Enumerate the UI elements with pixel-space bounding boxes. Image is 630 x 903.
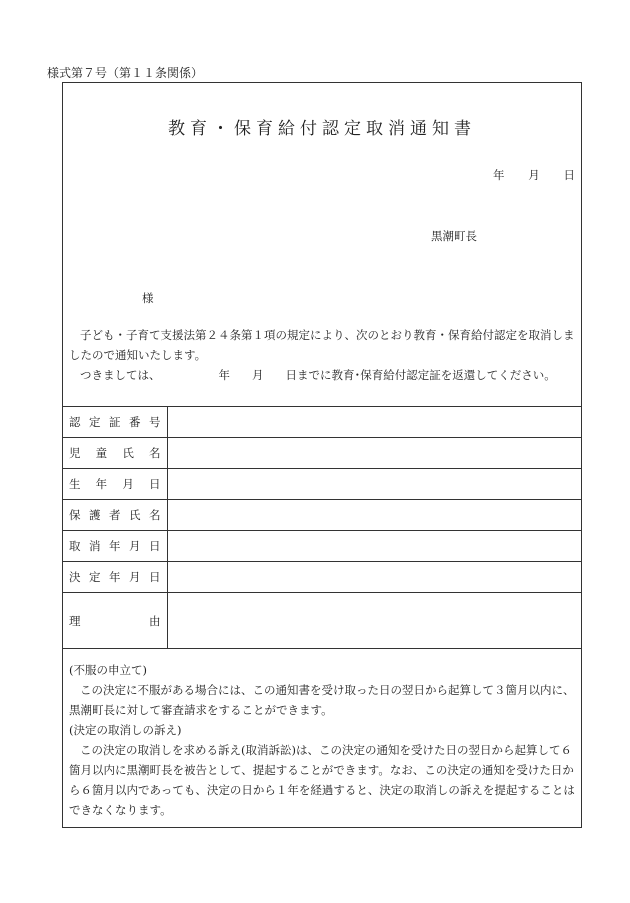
table-row <box>63 531 581 562</box>
row-label <box>63 407 167 438</box>
row-label <box>63 562 167 593</box>
row-label <box>63 469 167 500</box>
label-char: 名 <box>149 508 161 522</box>
row-value <box>167 500 581 531</box>
label-char: 氏 <box>122 446 134 460</box>
return-year-label: 年 <box>218 368 230 382</box>
label-char: 生 <box>69 477 81 491</box>
label-char: 日 <box>148 477 161 491</box>
label-char: 者 <box>109 508 121 522</box>
row-value <box>167 562 581 593</box>
document-frame <box>62 82 582 828</box>
row-value <box>167 531 581 562</box>
label-char: 認 <box>69 415 81 429</box>
label-char: 年 <box>109 539 121 553</box>
return-instruction <box>69 365 575 385</box>
label-char: 号 <box>149 415 161 429</box>
return-suffix: 日までに教育･保育給付認定証を返還してください。 <box>285 368 556 382</box>
details-table <box>63 406 581 649</box>
label-char: 童 <box>95 446 108 460</box>
row-value <box>167 407 581 438</box>
form-number: 様式第７号（第１１条関係） <box>47 66 204 80</box>
label-char: 由 <box>149 613 161 628</box>
lawsuit-text: この決定の取消しを求める訴え(取消訴訟)は、この決定の通知を受けた日の翌日から起算して６箇月以内に黒潮町長を被告として、提起することができます。なお、この決定の通知を受けた日から６箇月以内であっても、決定の日から１年を経過すると、決定の取消しの訴えを提起することはできなくなります。 <box>69 743 575 817</box>
label-char: 護 <box>89 508 101 522</box>
return-prefix: つきましては、 <box>80 368 161 382</box>
document-title: 教育・保育給付認定取消通知書 <box>168 119 476 139</box>
label-char: 月 <box>122 477 134 491</box>
row-label <box>63 438 167 469</box>
label-char: 日 <box>149 570 161 584</box>
table-row <box>63 407 581 438</box>
row-value <box>167 593 581 649</box>
table-row <box>63 438 581 469</box>
label-char: 児 <box>69 446 81 460</box>
label-char: 定 <box>89 415 101 429</box>
reason-row <box>63 593 581 649</box>
objection-heading: (不服の申立て) <box>69 663 147 677</box>
label-char: 消 <box>89 539 101 553</box>
label-char: 理 <box>69 613 81 628</box>
row-value <box>167 438 581 469</box>
return-month-label: 月 <box>252 368 264 382</box>
date-day-label: 日 <box>563 168 575 182</box>
table-row <box>63 469 581 500</box>
table-row <box>63 500 581 531</box>
row-label <box>63 500 167 531</box>
issue-date <box>493 167 575 183</box>
lawsuit-heading: (決定の取消しの訴え) <box>69 723 182 737</box>
notice-body <box>69 325 575 385</box>
label-char: 月 <box>129 539 141 553</box>
row-value <box>167 469 581 500</box>
row-label <box>63 531 167 562</box>
label-char: 年 <box>95 477 108 491</box>
label-char: 保 <box>69 508 81 522</box>
date-year-label: 年 <box>493 168 505 182</box>
issuer-name: 黒潮町長 <box>431 229 477 243</box>
row-label <box>63 593 167 649</box>
label-char: 年 <box>109 570 121 584</box>
label-char: 証 <box>109 415 121 429</box>
label-char: 名 <box>148 446 161 460</box>
notice-paragraph: 子ども・子育て支援法第２４条第１項の規定により、次のとおり教育・保育給付認定を取消しましたので通知いたします。 <box>69 328 575 362</box>
label-char: 定 <box>89 570 101 584</box>
table-row <box>63 562 581 593</box>
date-month-label: 月 <box>528 168 540 182</box>
notes-section <box>69 660 575 820</box>
label-char: 取 <box>69 539 81 553</box>
label-char: 氏 <box>129 508 141 522</box>
label-char: 月 <box>129 570 141 584</box>
objection-text: この決定に不服がある場合には、この通知書を受け取った日の翌日から起算して３箇月以内に、黒潮町長に対して審査請求をすることができます。 <box>69 683 575 717</box>
label-char: 決 <box>69 570 81 584</box>
addressee-suffix: 様 <box>142 291 154 305</box>
label-char: 番 <box>129 415 141 429</box>
label-char: 日 <box>149 539 161 553</box>
